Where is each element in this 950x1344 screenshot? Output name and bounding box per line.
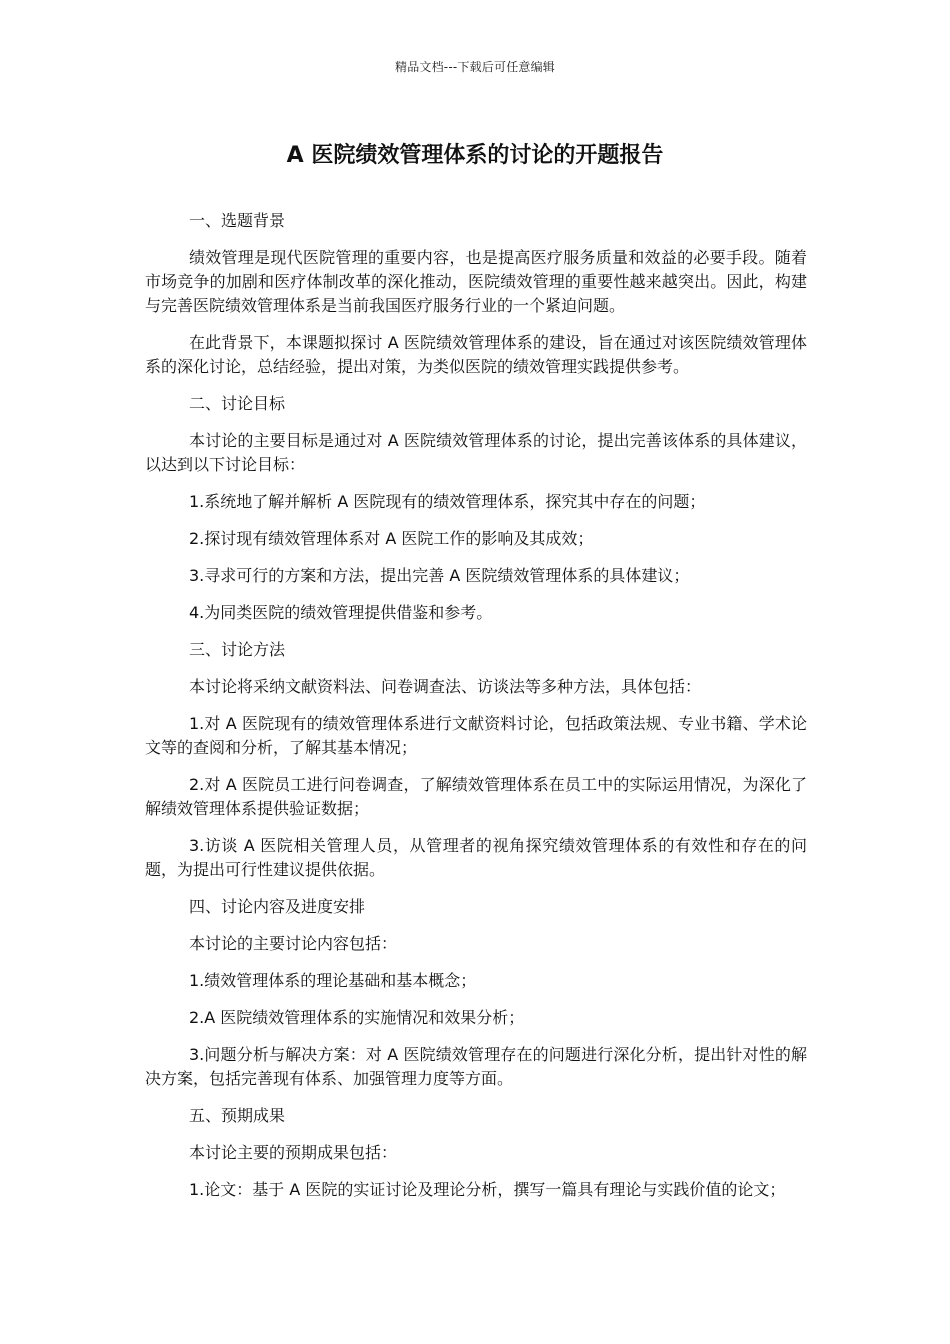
list-item: 1.论文：基于 A 医院的实证讨论及理论分析，撰写一篇具有理论与实践价值的论文； — [189, 1180, 786, 1199]
header-note: 精品文档---下载后可任意编辑 — [395, 60, 555, 74]
list-item: 1.绩效管理体系的理论基础和基本概念； — [189, 971, 477, 990]
list-item: 4.为同类医院的绩效管理提供借鉴和参考。 — [189, 603, 493, 622]
document-title: A 医院绩效管理体系的讨论的开题报告 — [286, 143, 664, 168]
section-heading-expected-results: 五、预期成果 — [189, 1106, 286, 1125]
list-item: 2.A 医院绩效管理体系的实施情况和效果分析； — [189, 1008, 525, 1027]
list-item: 3.寻求可行的方案和方法，提出完善 A 医院绩效管理体系的具体建议； — [189, 566, 690, 585]
paragraph: 在此背景下，本课题拟探讨 A 医院绩效管理体系的建设，旨在通过对该医院绩效管理体系的深化讨论，总结经验，提出对策，为类似医院的绩效管理实践提供参考。 — [145, 333, 807, 376]
paragraph: 本讨论将采纳文献资料法、问卷调查法、访谈法等多种方法，具体包括： — [189, 677, 702, 696]
list-item: 1.系统地了解并解析 A 医院现有的绩效管理体系，探究其中存在的问题； — [189, 492, 706, 511]
list-item: 3.访谈 A 医院相关管理人员，从管理者的视角探究绩效管理体系的有效性和存在的问题，为提出可行性建议提供依据。 — [145, 836, 807, 879]
section-heading-objectives: 二、讨论目标 — [189, 394, 286, 413]
section-heading-background: 一、选题背景 — [189, 211, 286, 230]
document-body — [145, 209, 807, 1215]
paragraph: 本讨论主要的预期成果包括： — [189, 1143, 398, 1162]
list-item: 2.对 A 医院员工进行问卷调查，了解绩效管理体系在员工中的实际运用情况，为深化了解绩效管理体系提供验证数据； — [145, 775, 807, 818]
section-heading-content-schedule: 四、讨论内容及进度安排 — [189, 897, 366, 916]
paragraph: 本讨论的主要讨论内容包括： — [189, 934, 398, 953]
list-item: 1.对 A 医院现有的绩效管理体系进行文献资料讨论，包括政策法规、专业书籍、学术论文等的查阅和分析，了解其基本情况； — [145, 714, 807, 757]
section-heading-methods: 三、讨论方法 — [189, 640, 286, 659]
paragraph: 绩效管理是现代医院管理的重要内容，也是提高医疗服务质量和效益的必要手段。随着市场竞争的加剧和医疗体制改革的深化推动，医院绩效管理的重要性越来越突出。因此，构建与完善医院绩效管理体系是当前我国医疗服务行业的一个紧迫问题。 — [145, 248, 807, 315]
list-item: 2.探讨现有绩效管理体系对 A 医院工作的影响及其成效； — [189, 529, 594, 548]
paragraph: 本讨论的主要目标是通过对 A 医院绩效管理体系的讨论，提出完善该体系的具体建议，以达到以下讨论目标： — [145, 431, 807, 474]
list-item: 3.问题分析与解决方案：对 A 医院绩效管理存在的问题进行深化分析，提出针对性的解决方案，包括完善现有体系、加强管理力度等方面。 — [145, 1045, 807, 1088]
